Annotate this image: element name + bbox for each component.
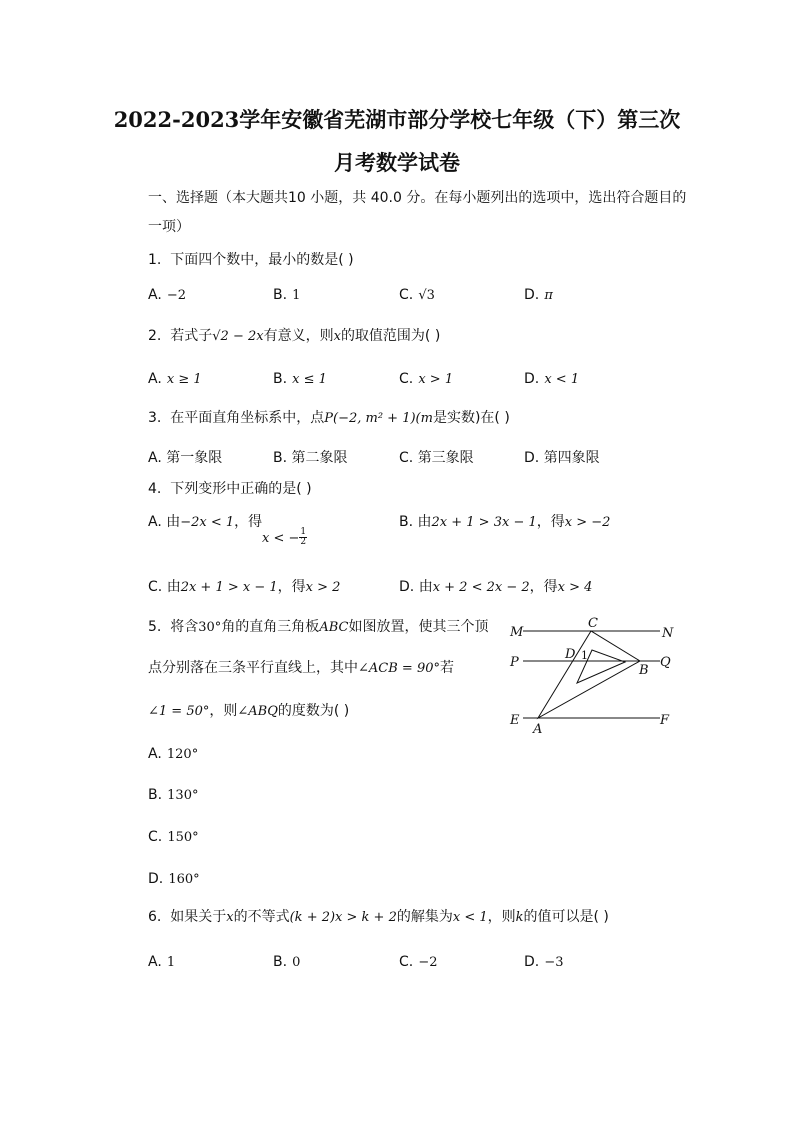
stem-math: √2 − 2x <box>212 329 264 344</box>
stem-math: P(−2, m² + 1)(m <box>324 411 433 426</box>
stem-text: 是实数 <box>432 410 475 426</box>
question-number: 6. <box>148 909 162 925</box>
option-value: 130° <box>167 788 199 803</box>
question-number: 2. <box>148 328 162 344</box>
q3-option-c[interactable] <box>399 447 474 467</box>
option-text: ，得 <box>529 579 558 595</box>
option-label: C. <box>399 954 414 970</box>
label-a: A <box>533 722 543 737</box>
option-value: −2 <box>418 955 438 970</box>
q6-option-c[interactable] <box>399 951 438 970</box>
question-5-line-2 <box>148 657 454 677</box>
option-text: ，得 <box>277 579 306 595</box>
option-label: B. <box>273 450 288 466</box>
q5-geometry-figure <box>500 610 690 740</box>
option-value: 120° <box>166 747 199 762</box>
q6-option-b[interactable] <box>273 951 300 970</box>
option-label: D. <box>524 287 540 303</box>
stem-text: ，则 <box>487 909 516 925</box>
option-label: A. <box>148 514 162 530</box>
fraction <box>299 528 307 547</box>
stem-math: x <box>333 329 341 344</box>
question-5-line-3 <box>148 700 349 720</box>
question-number: 3. <box>148 410 162 426</box>
option-value: 第一象限 <box>166 450 223 466</box>
q2-option-b[interactable] <box>273 368 327 387</box>
label-q: Q <box>660 655 671 670</box>
label-n: N <box>662 626 674 641</box>
q5-option-b[interactable] <box>148 784 198 803</box>
stem-math: ∠ABQ <box>237 704 278 719</box>
q2-option-c[interactable] <box>399 368 453 387</box>
stem-text: 若 <box>439 660 454 676</box>
option-label: D. <box>399 579 415 595</box>
option-label: A. <box>148 287 162 303</box>
option-text: 由 <box>166 514 181 530</box>
option-value: 第三象限 <box>417 450 474 466</box>
option-value: 1 <box>166 955 176 970</box>
option-label: B. <box>273 954 288 970</box>
option-value: x > 1 <box>418 372 454 387</box>
q4-option-b[interactable] <box>399 511 610 531</box>
option-label: A. <box>148 954 162 970</box>
stem-text: 在平面直角坐标系中，点 <box>170 410 325 426</box>
stem-text: 角的直角三角板 <box>221 619 320 635</box>
option-math: x > 4 <box>557 580 593 595</box>
stem-math: ∠1 = 50° <box>148 704 210 719</box>
option-math: x + 2 < 2x − 2 <box>432 580 530 595</box>
question-stem: 下列变形中正确的是( ) <box>170 481 312 497</box>
option-label: C. <box>399 287 414 303</box>
question-stem: 下面四个数中，最小的数是( ) <box>170 252 354 268</box>
label-angle-1: 1 <box>581 649 588 662</box>
section-heading-line-1: 一、选择题（本大题共10 小题，共 40.0 分。在每小题列出的选项中，选出符合题目的 <box>148 190 687 206</box>
stem-math: 30° <box>198 620 222 635</box>
option-label: C. <box>399 371 414 387</box>
q1-option-b[interactable] <box>273 284 300 303</box>
question-4 <box>148 478 312 498</box>
label-c: C <box>588 616 598 631</box>
question-1 <box>148 249 354 269</box>
stem-math: x < 1 <box>452 910 488 925</box>
q2-option-d[interactable] <box>524 368 579 387</box>
stem-text: 点分别落在三条平行直线上，其中 <box>148 660 358 676</box>
option-value: −2 <box>166 288 187 303</box>
option-value: x < 1 <box>544 372 580 387</box>
option-label: D. <box>524 954 540 970</box>
option-label: B. <box>148 787 163 803</box>
stem-text: )在( ) <box>474 410 510 426</box>
section-heading-line-2: 一项） <box>148 219 190 235</box>
option-label: B. <box>273 287 288 303</box>
question-2 <box>148 325 440 345</box>
question-3 <box>148 407 510 427</box>
stem-text: 将含 <box>170 619 199 635</box>
stem-text: 的取值范围为( ) <box>340 328 441 344</box>
stem-math: ∠ACB = 90° <box>358 661 440 676</box>
label-b: B <box>639 663 649 678</box>
option-label: C. <box>148 579 163 595</box>
stem-text: 的不等式 <box>233 909 290 925</box>
option-math: 2x + 1 > 3x − 1 <box>431 515 537 530</box>
paper-title-line-1: 2022-2023学年安徽省芜湖市部分学校七年级（下）第三次 <box>113 107 681 132</box>
option-value: 0 <box>292 955 301 970</box>
option-label: B. <box>399 514 414 530</box>
question-5-line-1 <box>148 616 488 636</box>
q1-option-c[interactable] <box>399 284 435 303</box>
stem-math: ABC <box>319 620 349 635</box>
q5-option-d[interactable] <box>148 868 200 887</box>
option-label: A. <box>148 371 162 387</box>
label-m: M <box>510 625 524 640</box>
option-value: π <box>544 288 553 303</box>
option-label: D. <box>148 871 164 887</box>
stem-text: 的解集为 <box>396 909 453 925</box>
q4-option-a-result <box>262 527 307 547</box>
fraction-numerator: 1 <box>300 527 307 537</box>
option-value: 1 <box>292 288 301 303</box>
stem-text: 的值可以是( ) <box>523 909 609 925</box>
option-math: x < − <box>262 531 300 546</box>
q4-option-c[interactable] <box>148 576 340 596</box>
option-text: ，得 <box>234 514 263 530</box>
stem-text: ，则 <box>209 703 238 719</box>
q5-option-c[interactable] <box>148 826 199 845</box>
option-text: 由 <box>418 579 433 595</box>
stem-text: 有意义，则 <box>263 328 334 344</box>
q2-option-a[interactable] <box>148 368 202 387</box>
q6-option-d[interactable] <box>524 951 564 970</box>
label-e: E <box>510 713 520 728</box>
label-f: F <box>660 713 670 728</box>
option-text: 由 <box>166 579 181 595</box>
label-d: D <box>565 647 576 662</box>
stem-math: k <box>515 910 524 925</box>
option-label: C. <box>148 829 163 845</box>
stem-math: (k + 2)x > k + 2 <box>289 910 397 925</box>
q3-option-b[interactable] <box>273 447 348 467</box>
stem-text: 的度数为( ) <box>277 703 350 719</box>
option-value: 160° <box>168 872 200 887</box>
option-label: D. <box>524 450 540 466</box>
q1-option-a[interactable] <box>148 284 186 303</box>
option-value: √3 <box>418 288 435 303</box>
option-label: B. <box>273 371 288 387</box>
q1-option-d[interactable] <box>524 284 553 303</box>
option-math: −2x < 1 <box>180 515 235 530</box>
option-label: A. <box>148 746 162 762</box>
option-math: 2x + 1 > x − 1 <box>180 580 278 595</box>
q5-option-a[interactable] <box>148 743 198 762</box>
stem-text: 如图放置，使其三个顶 <box>348 619 489 635</box>
option-label: A. <box>148 450 162 466</box>
question-6 <box>148 906 609 926</box>
question-number: 4. <box>148 481 162 497</box>
option-value: 第二象限 <box>291 450 348 466</box>
stem-text: 若式子 <box>170 328 213 344</box>
question-number: 1. <box>148 252 162 268</box>
option-text: 由 <box>417 514 432 530</box>
q3-option-a[interactable] <box>148 447 222 467</box>
q4-option-d[interactable] <box>399 576 592 596</box>
option-math: x > −2 <box>564 515 611 530</box>
q6-option-a[interactable] <box>148 951 175 970</box>
option-math: x > 2 <box>305 580 341 595</box>
fraction-denominator: 2 <box>300 537 307 547</box>
option-label: D. <box>524 371 540 387</box>
option-value: x ≤ 1 <box>292 372 327 387</box>
option-value: x ≥ 1 <box>166 372 202 387</box>
triangle-abc <box>538 631 640 718</box>
stem-text: 如果关于 <box>170 909 227 925</box>
paper-title-line-2: 月考数学试卷 <box>334 150 460 175</box>
option-label: C. <box>399 450 414 466</box>
option-text: ，得 <box>536 514 565 530</box>
label-p: P <box>510 655 519 670</box>
q4-option-a[interactable] <box>148 511 262 531</box>
question-number: 5. <box>148 619 162 635</box>
option-value: 第四象限 <box>543 450 600 466</box>
option-value: −3 <box>544 955 564 970</box>
stem-math: x <box>226 910 234 925</box>
option-value: 150° <box>167 830 199 845</box>
q3-option-d[interactable] <box>524 447 600 467</box>
